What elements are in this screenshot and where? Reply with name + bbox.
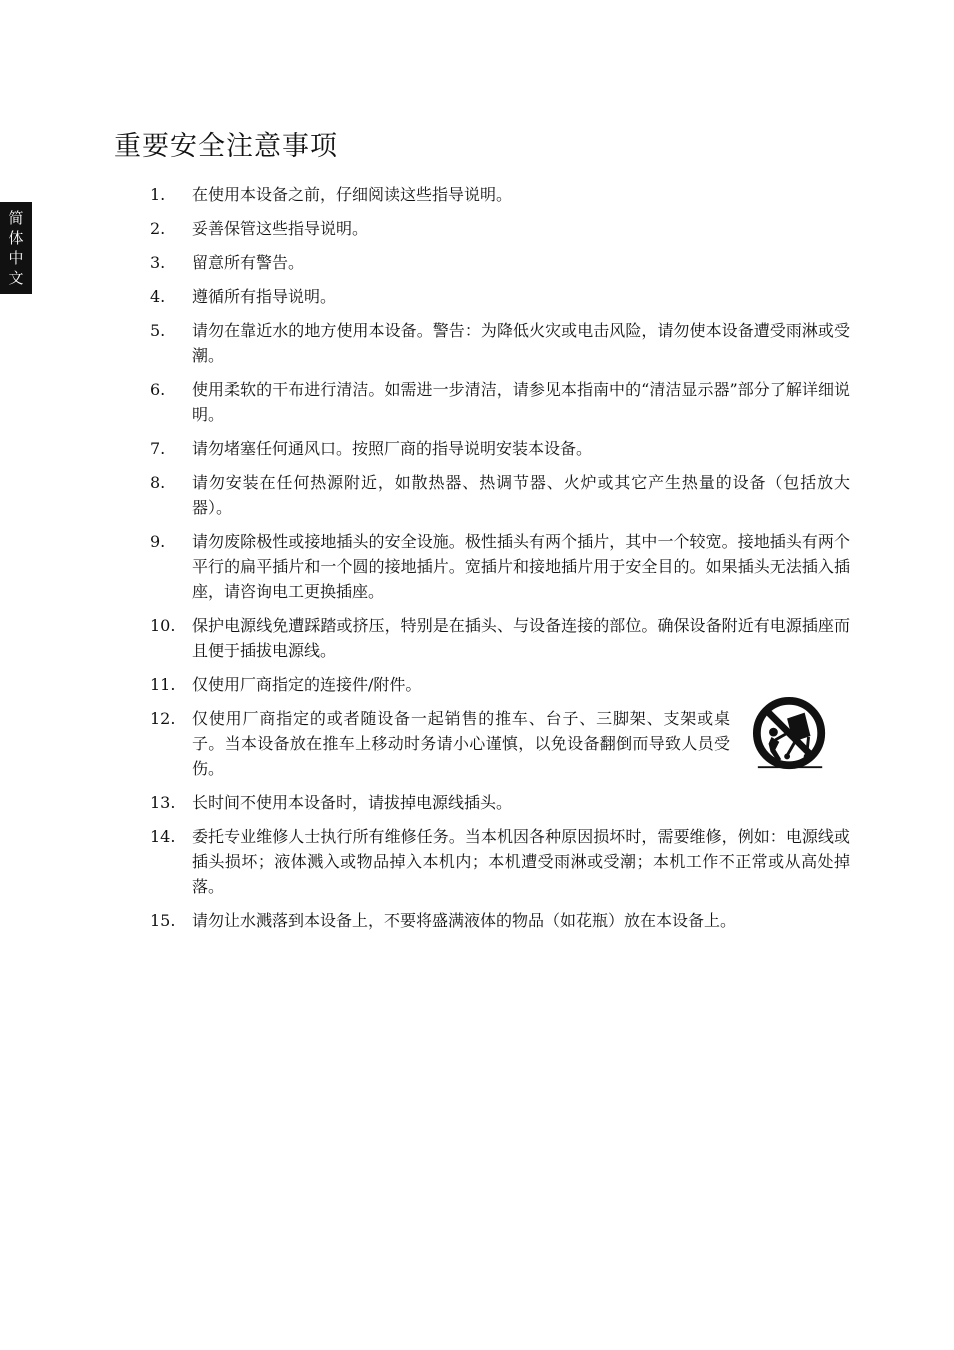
- list-item: [150, 377, 850, 427]
- item-text: 请勿废除极性或接地插头的安全设施。极性插头有两个插片，其中一个较宽。接地插头有两个平行的扁平插片和一个圆的接地插片。宽插片和接地插片用于安全目的。如果插头无法插入插座，请咨询电工更换插座。: [192, 532, 850, 601]
- item-number: 12.: [150, 709, 176, 728]
- item-text: 保护电源线免遭踩踏或挤压，特别是在插头、与设备连接的部位。确保设备附近有电源插座而且便于插拔电源线。: [192, 616, 850, 660]
- item-text: 在使用本设备之前，仔细阅读这些指导说明。: [192, 185, 513, 204]
- item-text: 请勿让水溅落到本设备上，不要将盛满液体的物品（如花瓶）放在本设备上。: [192, 911, 737, 930]
- item-number: 13.: [150, 793, 176, 812]
- list-item: [150, 908, 850, 933]
- list-item: [150, 790, 850, 815]
- item-number: 2.: [150, 219, 166, 238]
- item-number: 8.: [150, 473, 166, 492]
- item-number: 7.: [150, 439, 166, 458]
- item-text: 请勿堵塞任何通风口。按照厂商的指导说明安装本设备。: [192, 439, 593, 458]
- language-side-tab: [0, 202, 32, 294]
- item-text: 请勿在靠近水的地方使用本设备。警告：为降低火灾或电击风险，请勿使本设备遭受雨淋或受潮。: [192, 321, 850, 365]
- item-number: 15.: [150, 911, 176, 930]
- item-text: 仅使用厂商指定的连接件/附件。: [192, 675, 422, 694]
- language-tab-char: 中: [8, 249, 24, 267]
- item-text: 长时间不使用本设备时，请拔掉电源线插头。: [192, 793, 513, 812]
- list-item: [150, 672, 850, 697]
- item-number: 4.: [150, 287, 166, 306]
- item-number: 11.: [150, 675, 176, 694]
- item-number: 10.: [150, 616, 176, 635]
- item-text: 妥善保管这些指导说明。: [192, 219, 369, 238]
- item-text: 请勿安装在任何热源附近，如散热器、热调节器、火炉或其它产生热量的设备（包括放大器）。: [192, 473, 850, 517]
- list-item: [150, 529, 850, 604]
- item-number: 6.: [150, 380, 166, 399]
- list-item: [150, 216, 850, 241]
- item-number: 1.: [150, 185, 166, 204]
- item-text: 遵循所有指导说明。: [192, 287, 337, 306]
- cart-tip-over-warning-icon: [752, 697, 830, 775]
- item-text: 留意所有警告。: [192, 253, 305, 272]
- language-tab-char: 简: [8, 209, 24, 227]
- list-item: [150, 250, 850, 275]
- language-tab-char: 体: [8, 229, 24, 247]
- item-number: 9.: [150, 532, 166, 551]
- page-title: 重要安全注意事项: [114, 131, 338, 162]
- list-item: [150, 182, 850, 207]
- item-number: 5.: [150, 321, 166, 340]
- item-number: 14.: [150, 827, 176, 846]
- safety-instructions-list: [150, 182, 850, 942]
- list-item: [150, 436, 850, 461]
- item-text: 使用柔软的干布进行清洁。如需进一步清洁，请参见本指南中的“清洁显示器”部分了解详细说明。: [192, 380, 850, 424]
- item-text: 委托专业维修人士执行所有维修任务。当本机因各种原因损坏时，需要维修，例如：电源线或插头损坏；液体溅入或物品掉入本机内；本机遭受雨淋或受潮；本机工作不正常或从高处掉落。: [192, 827, 850, 896]
- item-number: 3.: [150, 253, 166, 272]
- list-item: [150, 470, 850, 520]
- list-item: [150, 613, 850, 663]
- language-tab-char: 文: [8, 269, 24, 287]
- item-text: 仅使用厂商指定的或者随设备一起销售的推车、台子、三脚架、支架或桌子。当本设备放在推车上移动时务请小心谨慎，以免设备翻倒而导致人员受伤。: [192, 709, 730, 778]
- list-item: [150, 706, 850, 781]
- list-item: [150, 318, 850, 368]
- list-item: [150, 824, 850, 899]
- list-item: [150, 284, 850, 309]
